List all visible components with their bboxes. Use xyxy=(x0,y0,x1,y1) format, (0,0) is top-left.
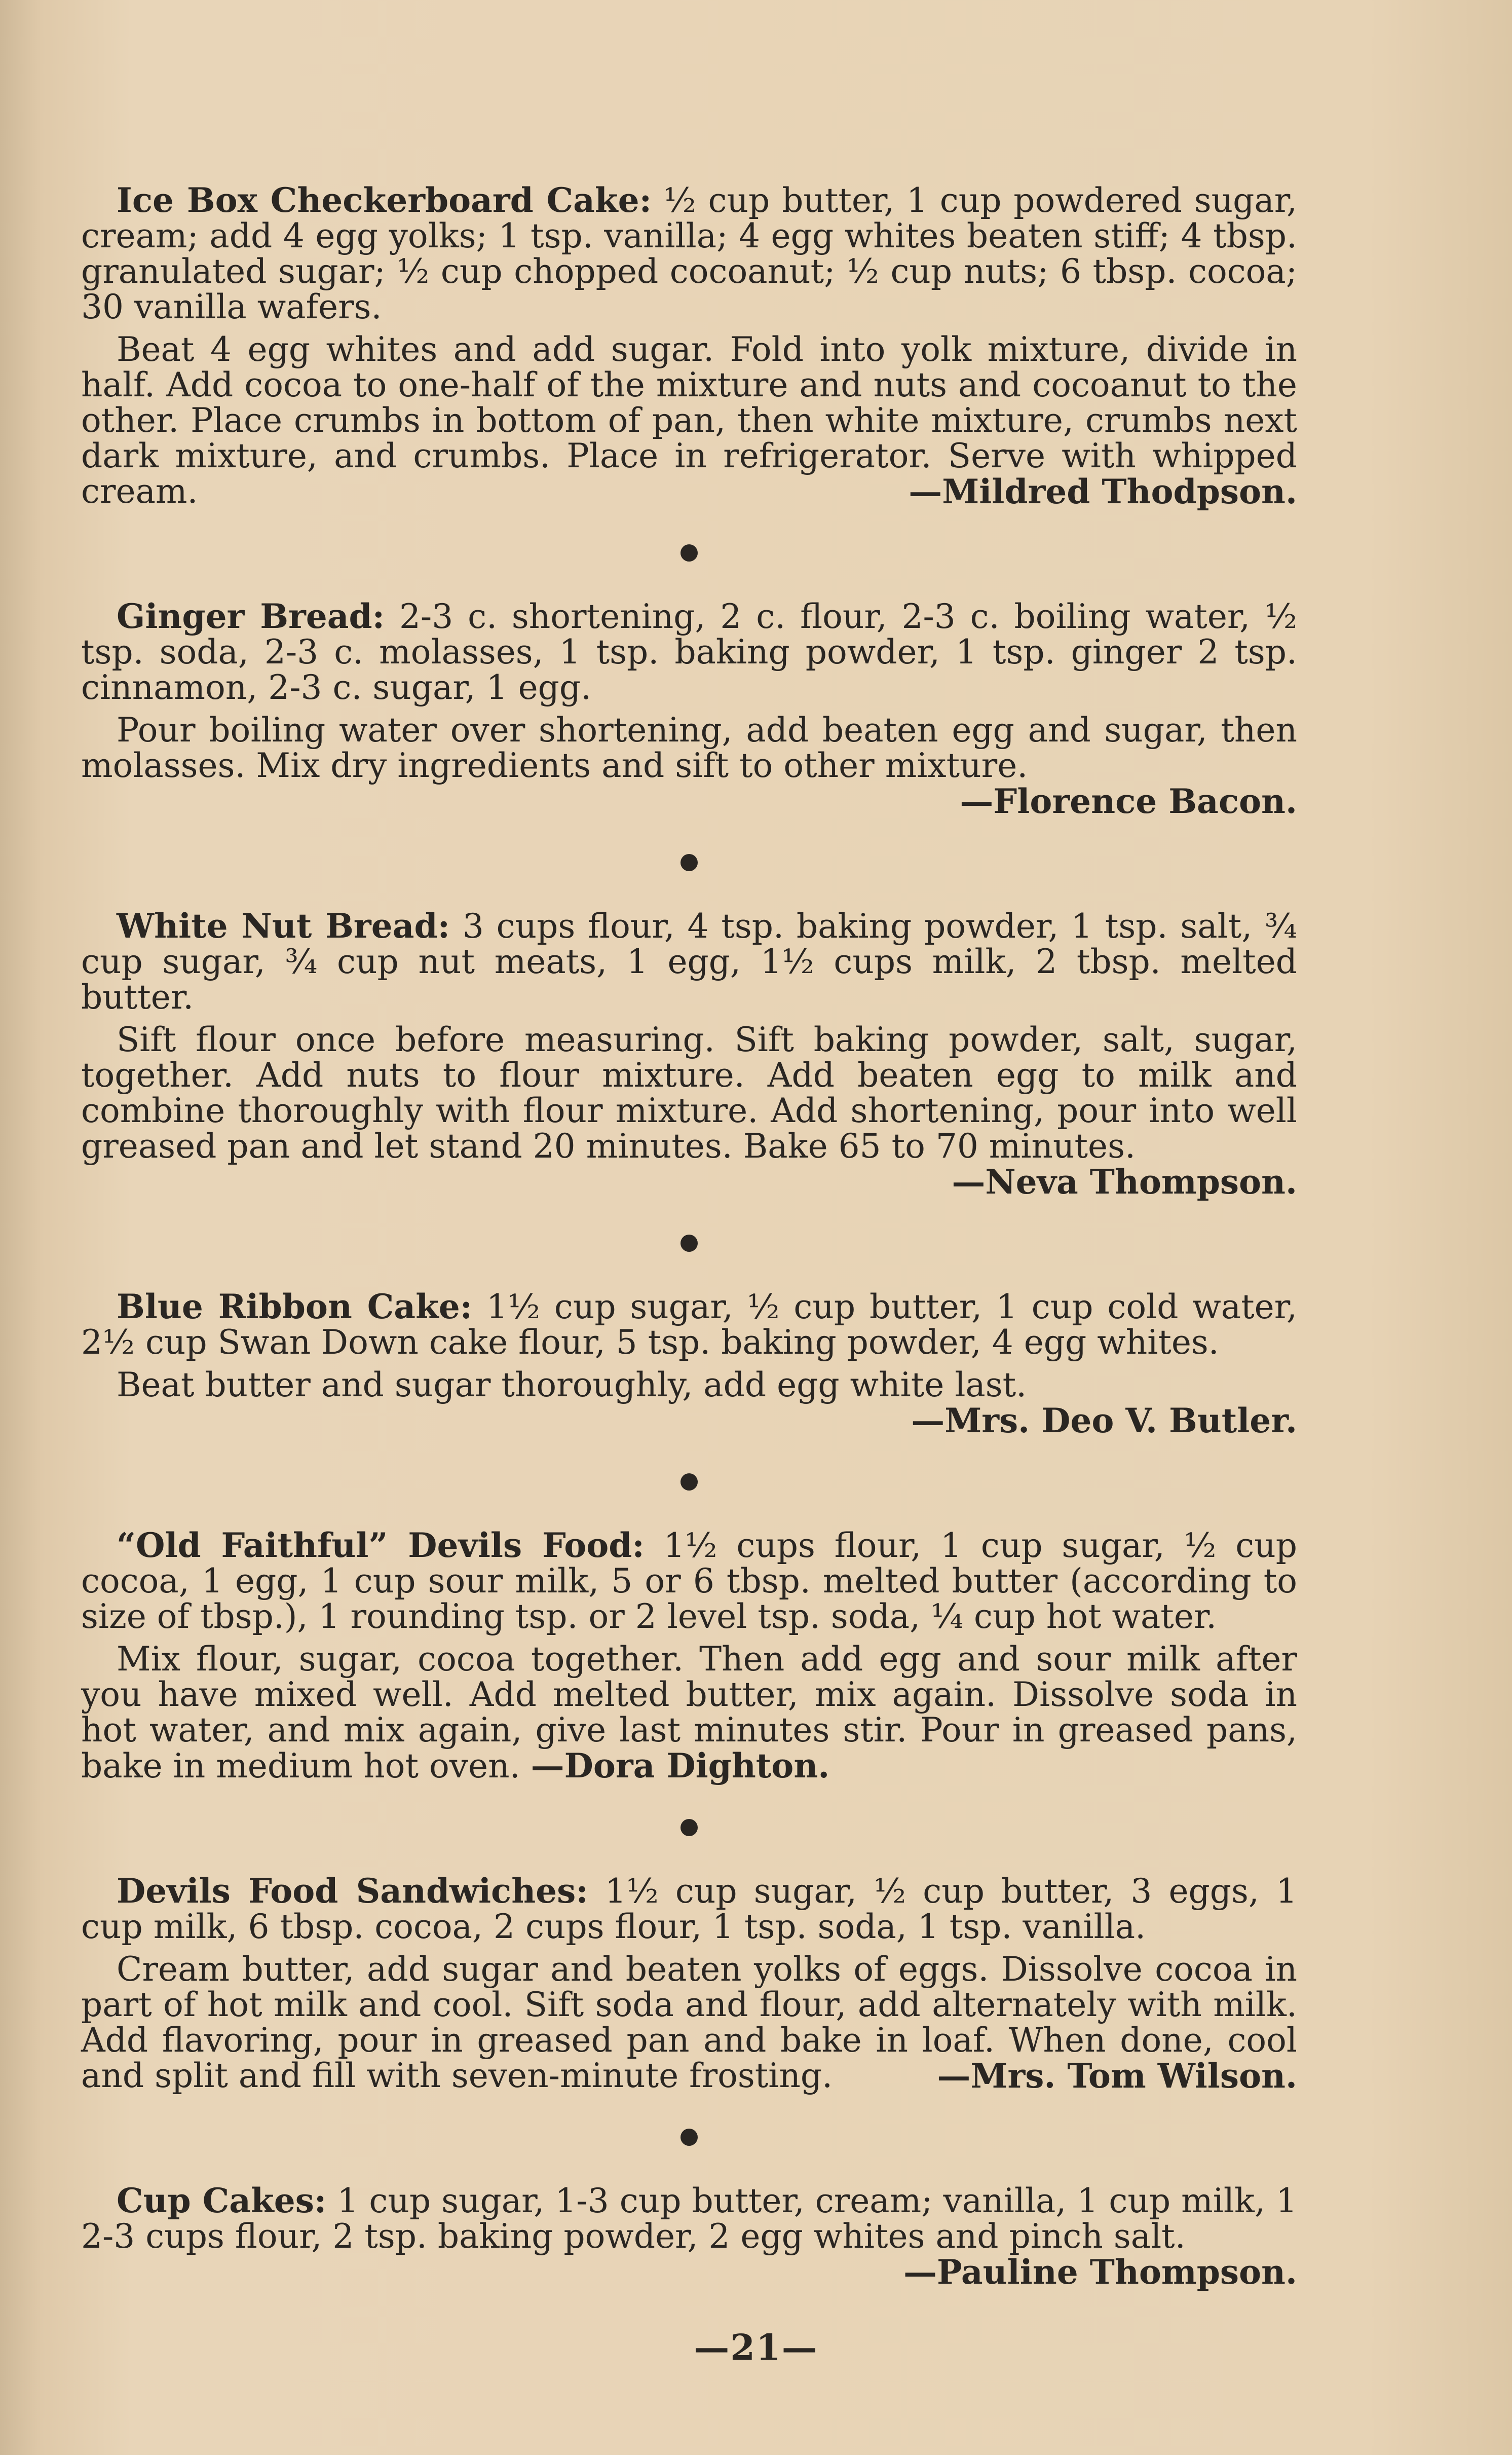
bullet-icon xyxy=(681,1473,698,1491)
recipe-directions: Beat 4 egg whites and add sugar. Fold into yolk mixture, divide in half. Add cocoa to one-half of the mixture and nuts and cocoanut to the other. Place crumbs in bottom of pan, then white mixture, crumbs next dark mixture, and crumbs. Place in refrigerator. Serve with whipped cream. xyxy=(81,330,1297,511)
recipe-cup-cakes xyxy=(81,2181,1297,2292)
recipe-title: “Old Faithful” Devils Food: xyxy=(117,1526,645,1565)
recipe-author: —Pauline Thompson. xyxy=(903,2252,1297,2292)
separator xyxy=(81,1807,1297,1843)
recipe-ingredients: 1½ cups flour, 1 cup sugar, ½ cup cocoa, 1 egg, 1 cup sour milk, 5 or 6 tbsp. melted butter (according to size of tbsp.), 1 rounding tsp. or 2 level tsp. soda, ¼ cup hot water. xyxy=(81,1526,1297,1636)
recipe-title: Ginger Bread: xyxy=(117,597,385,636)
recipe-ingredients: 1 cup sugar, 1-3 cup butter, cream; vanilla, 1 cup milk, 1 2-3 cups flour, 2 tsp. baking powder, 2 egg whites and pinch salt. xyxy=(81,2181,1297,2256)
separator xyxy=(81,1462,1297,1497)
recipe-title: Blue Ribbon Cake: xyxy=(117,1287,473,1326)
recipe-ingredients: 1½ cup sugar, ½ cup butter, 3 eggs, 1 cup milk, 6 tbsp. cocoa, 2 cups flour, 1 tsp. soda, 1 tsp. vanilla. xyxy=(81,1872,1297,1946)
recipe-directions: Pour boiling water over shortening, add beaten egg and sugar, then molasses. Mix dry ingredients and sift to other mixture. xyxy=(81,711,1297,785)
recipe-ingredients: 2-3 c. shortening, 2 c. flour, 2-3 c. boiling water, ½ tsp. soda, 2-3 c. molasses, 1 tsp. baking powder, 1 tsp. ginger 2 tsp. cinnamon, 2-3 c. sugar, 1 egg. xyxy=(81,597,1298,707)
recipe-author: —Neva Thompson. xyxy=(952,1162,1297,1202)
recipe-title: White Nut Bread: xyxy=(117,906,450,946)
separator xyxy=(81,2117,1297,2152)
recipe-ginger-bread xyxy=(81,599,1297,819)
recipe-devils-food-sandwiches xyxy=(81,1873,1297,2094)
separator xyxy=(81,533,1297,568)
recipe-title: Devils Food Sandwiches: xyxy=(117,1871,588,1911)
recipe-author: —Mrs. Tom Wilson. xyxy=(937,2056,1297,2096)
recipe-directions: Cream butter, add sugar and beaten yolks of eggs. Dissolve cocoa in part of hot milk and cool. Sift soda and flour, add alternately with milk. Add flavoring, pour in greased pan and bake in loaf. When done, cool and split and fill with seven-minute frosting. xyxy=(81,1950,1297,2095)
recipe-blue-ribbon-cake xyxy=(81,1289,1297,1438)
recipe-ice-box-checkerboard-cake xyxy=(81,182,1297,509)
bullet-icon xyxy=(681,854,698,871)
recipe-ingredients: 3 cups flour, 4 tsp. baking powder, 1 tsp. salt, ¾ cup sugar, ¾ cup nut meats, 1 egg, 1½ cups milk, 2 tbsp. melted butter. xyxy=(81,907,1297,1017)
bullet-icon xyxy=(681,1235,698,1252)
recipe-author: —Florence Bacon. xyxy=(960,782,1297,821)
recipe-ingredients: ½ cup butter, 1 cup powdered sugar, cream; add 4 egg yolks; 1 tsp. vanilla; 4 egg whites beaten stiff; 4 tbsp. granulated sugar; ½ cup chopped cocoanut; ½ cup nuts; 6 tbsp. cocoa; 30 vanilla wafers. xyxy=(81,181,1297,326)
recipe-title: Ice Box Checkerboard Cake: xyxy=(117,180,652,220)
recipe-directions: Sift flour once before measuring. Sift baking powder, salt, sugar, together. Add nuts to flour mixture. Add beaten egg to milk and combine thoroughly with flour mixture. Add shortening, pour into well greased pan and let stand 20 minutes. Bake 65 to 70 minutes. xyxy=(81,1020,1297,1166)
recipe-directions: Mix flour, sugar, cocoa together. Then add egg and sour milk after you have mixed well. Add melted butter, mix again. Dissolve soda in hot water, and mix again, give last minutes stir. Pour in greased pans, bake in medium hot oven. xyxy=(81,1640,1297,1786)
bullet-icon xyxy=(681,544,698,562)
separator xyxy=(81,842,1297,878)
bullet-icon xyxy=(681,1819,698,1836)
recipe-old-faithful-devils-food xyxy=(81,1528,1297,1784)
bullet-icon xyxy=(681,2129,698,2146)
recipe-author: —Dora Dighton. xyxy=(531,1746,830,1786)
recipe-title: Cup Cakes: xyxy=(117,2181,327,2220)
recipe-directions: Beat butter and sugar thoroughly, add egg white last. xyxy=(117,1365,1027,1404)
separator xyxy=(81,1223,1297,1258)
recipe-author: —Mrs. Deo V. Butler. xyxy=(911,1401,1297,1440)
recipe-ingredients: 1½ cup sugar, ½ cup butter, 1 cup cold water, 2½ cup Swan Down cake flour, 5 tsp. baking powder, 4 egg whites. xyxy=(81,1287,1297,1362)
recipe-author: —Mildred Thodpson. xyxy=(909,472,1297,511)
recipe-white-nut-bread xyxy=(81,908,1297,1200)
recipe-page xyxy=(81,182,1297,2290)
page-number: —21— xyxy=(694,2326,818,2368)
